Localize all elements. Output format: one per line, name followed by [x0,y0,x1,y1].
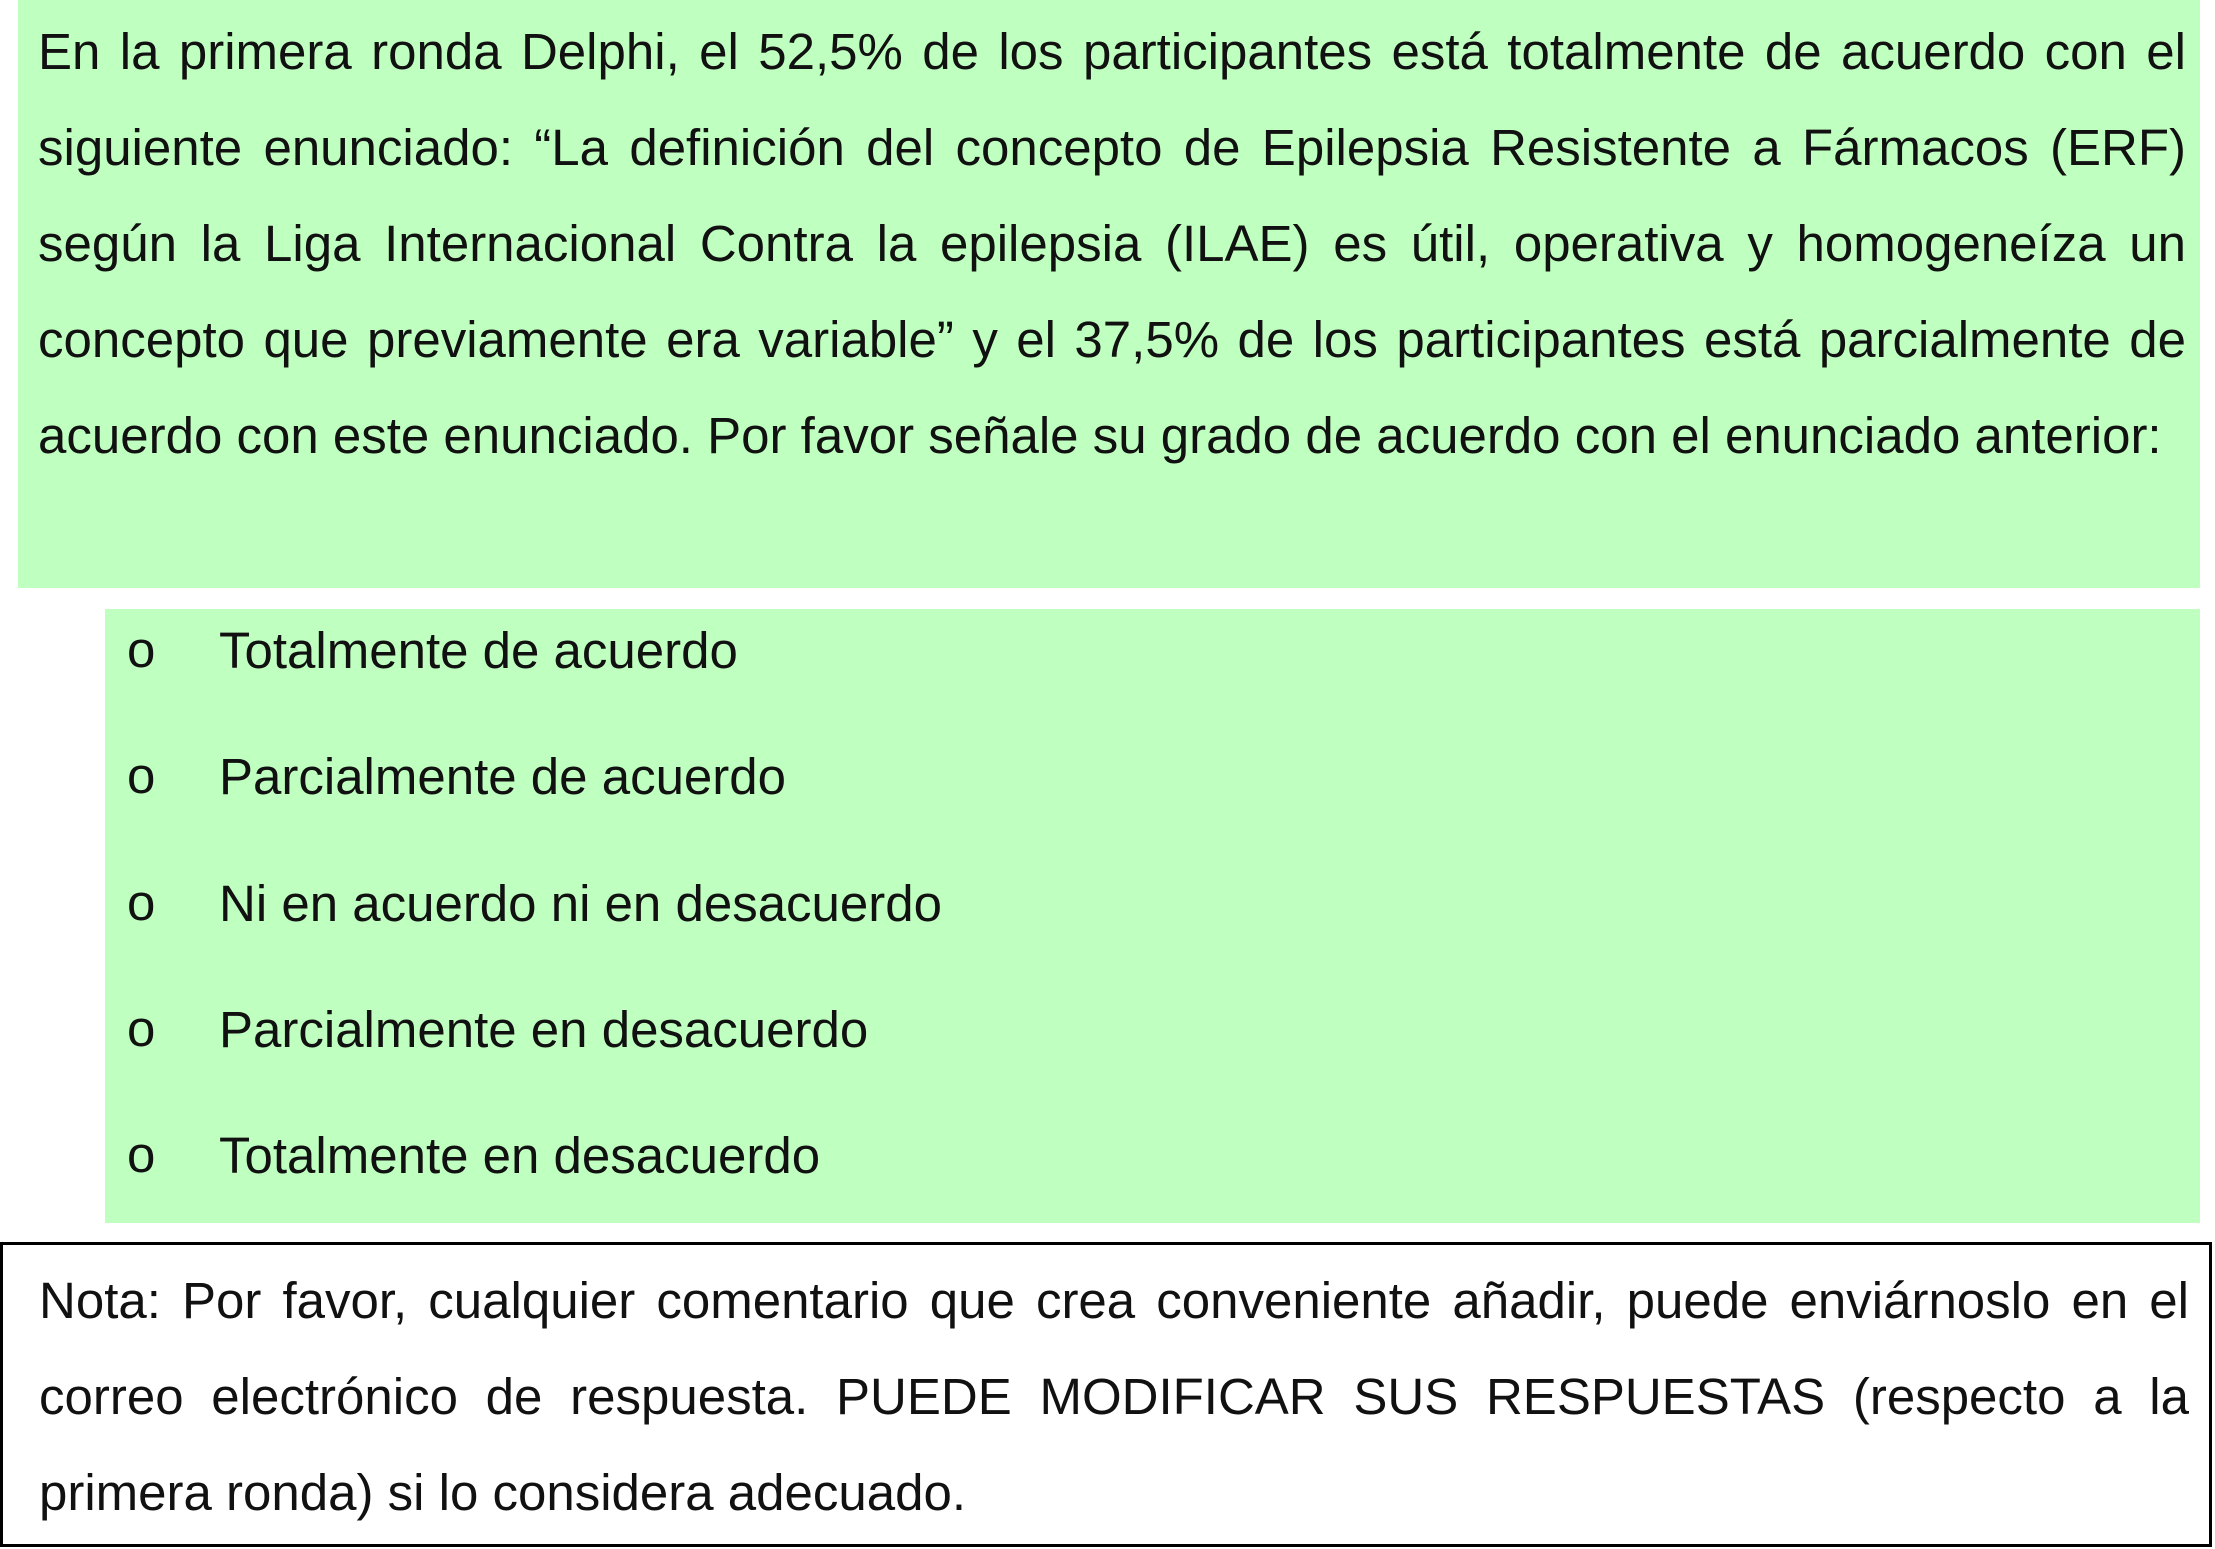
option-bullet: o [127,1000,156,1057]
option-label: Ni en acuerdo ni en desacuerdo [219,875,942,932]
option-bullet: o [127,1126,156,1183]
option-label: Totalmente en desacuerdo [219,1127,821,1184]
answer-options-panel [105,609,2200,1223]
option-totalmente-de-acuerdo[interactable] [105,613,2200,693]
question-panel [18,0,2200,588]
option-bullet: o [127,747,156,804]
note-text: Nota: Por favor, cualquier comentario que crea conveniente añadir, puede enviárnoslo en el correo electrónico de respuesta. PUEDE MODIFICAR SUS RESPUESTAS (respecto a la primera ronda) si lo considera adecuado. [39,1272,2189,1521]
option-ni-en-acuerdo-ni-en-desacuerdo[interactable] [105,866,2200,946]
option-bullet: o [127,874,156,931]
option-label: Totalmente de acuerdo [219,622,738,679]
option-parcialmente-de-acuerdo[interactable] [105,739,2200,819]
option-parcialmente-en-desacuerdo[interactable] [105,992,2200,1072]
question-text: En la primera ronda Delphi, el 52,5% de los participantes está totalmente de acuerdo con el siguiente enunciado: “La definición del concepto de Epilepsia Resistente a Fármacos (ERF) según la Liga Internacional Contra la epilepsia (ILAE) es útil, operativa y homogeneíza un concepto que previamente era variable” y el 37,5% de los participantes está parcialmente de acuerdo con este enunciado. Por favor señale su grado de acuerdo con el enunciado anterior: [38,23,2186,464]
option-bullet: o [127,621,156,678]
option-totalmente-en-desacuerdo[interactable] [105,1118,2200,1198]
option-label: Parcialmente en desacuerdo [219,1001,869,1058]
option-label: Parcialmente de acuerdo [219,748,787,805]
note-panel [0,1242,2212,1547]
